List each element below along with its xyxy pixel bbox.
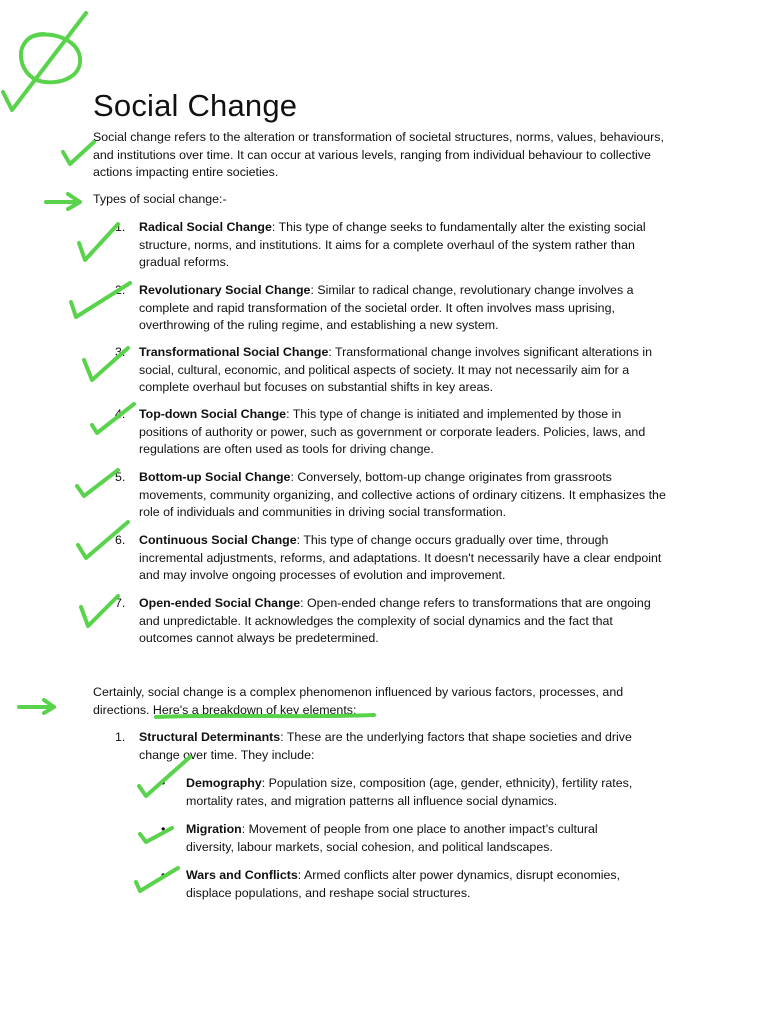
arrow-icon [46, 194, 80, 209]
circle-check-mark [21, 34, 80, 82]
checkmark-icon [140, 828, 172, 842]
item-term: Structural Determinants [139, 730, 281, 744]
bullet-text: : Movement of people from one place to another impact’s cultural diversity, labour markets, social cohesion, and political landscapes. [186, 822, 598, 854]
checkmark-icon [136, 868, 178, 891]
item-text: : This type of change is initiated and implemented by those in positions of authority or power, such as government or corporate leaders. Policies, laws, and regulations are often used as tools for driving change. [139, 407, 646, 457]
item-number: 1. [115, 730, 126, 744]
item-number: 2. [115, 283, 126, 297]
item-number: 1. [115, 220, 126, 234]
item-text: : Similar to radical change, revolutionary change involves a complete and rapid transformation of the societal order. It often involves mass uprising, overthrowing of the ruling regime, and establishing a new system. [139, 283, 634, 333]
item-text: : Transformational change involves significant alterations in social, cultural, economic, and political aspects of society. It may not necessarily aim for a complete overhaul but focuses on substantial shifts in key areas. [139, 345, 653, 395]
bullet-text: : Armed conflicts alter power dynamics, disrupt economies, displace populations, and reshape social structures. [186, 868, 621, 900]
item-term: Revolutionary Social Change [139, 283, 311, 297]
bullet-term: Migration [186, 822, 242, 836]
intro-paragraph: Social change refers to the alteration or transformation of societal structures, norms, values, behaviours, and institutions over time. It can occur at various levels, ranging from individual behaviour to collective actions impacting entire societies. [93, 130, 664, 180]
item-number: 3. [115, 345, 126, 359]
bullet-glyph: • [161, 776, 166, 790]
item-term: Open-ended Social Change [139, 596, 301, 610]
second-paragraph [93, 684, 668, 719]
types-heading: Types of social change:- [93, 192, 227, 206]
arrow-icon [19, 700, 54, 713]
item-text: : These are the underlying factors that shape societies and drive change over time. They include: [139, 730, 632, 762]
bullet-glyph: • [161, 822, 166, 836]
item-term: Bottom-up Social Change [139, 470, 291, 484]
checkmark-icon [63, 142, 94, 164]
item-number: 4. [115, 407, 126, 421]
bullet-term: Wars and Conflicts [186, 868, 298, 882]
item-number: 5. [115, 470, 126, 484]
page-title: Social Change [93, 88, 298, 123]
checkmark-icon [81, 596, 118, 626]
item-term: Radical Social Change [139, 220, 272, 234]
item-text: : Open-ended change refers to transformations that are ongoing and unpredictable. It acknowledges the complexity of social dynamics and the fact that outcomes cannot always be predetermined. [139, 596, 651, 646]
bullet-glyph: • [161, 868, 166, 882]
item-number: 7. [115, 596, 126, 610]
item-number: 6. [115, 533, 126, 547]
item-text: : Conversely, bottom-up change originates from grassroots movements, community organizing, and collective actions of ordinary citizens. It emphasizes the role of individuals and communities in driving social transformation. [139, 470, 666, 520]
checkmark-icon [77, 470, 118, 496]
checkmark-icon [79, 224, 118, 260]
item-text: : This type of change seeks to fundamentally alter the existing social structure, norms, and institutions. It aims for a complete overhaul of the system rather than gradual reforms. [139, 220, 646, 270]
item-term: Transformational Social Change [139, 345, 329, 359]
checkmark-icon [3, 13, 86, 110]
item-term: Top-down Social Change [139, 407, 287, 421]
underlined-phrase: Here's a breakdown of key elements: [152, 702, 357, 717]
bullet-text: : Population size, composition (age, gender, ethnicity), fertility rates, mortality rates, and migration patterns all influence social dynamics. [186, 776, 633, 808]
item-term: Continuous Social Change [139, 533, 297, 547]
item-text: : This type of change occurs gradually over time, through incremental adjustments, reforms, and adaptations. It doesn't necessarily have a clear endpoint and may involve ongoing processes of evolution and improvement. [139, 533, 662, 583]
bullet-term: Demography [186, 776, 262, 790]
second-paragraph-text: Certainly, social change is a complex phenomenon influenced by various factors, processes, and directions. [93, 685, 624, 717]
